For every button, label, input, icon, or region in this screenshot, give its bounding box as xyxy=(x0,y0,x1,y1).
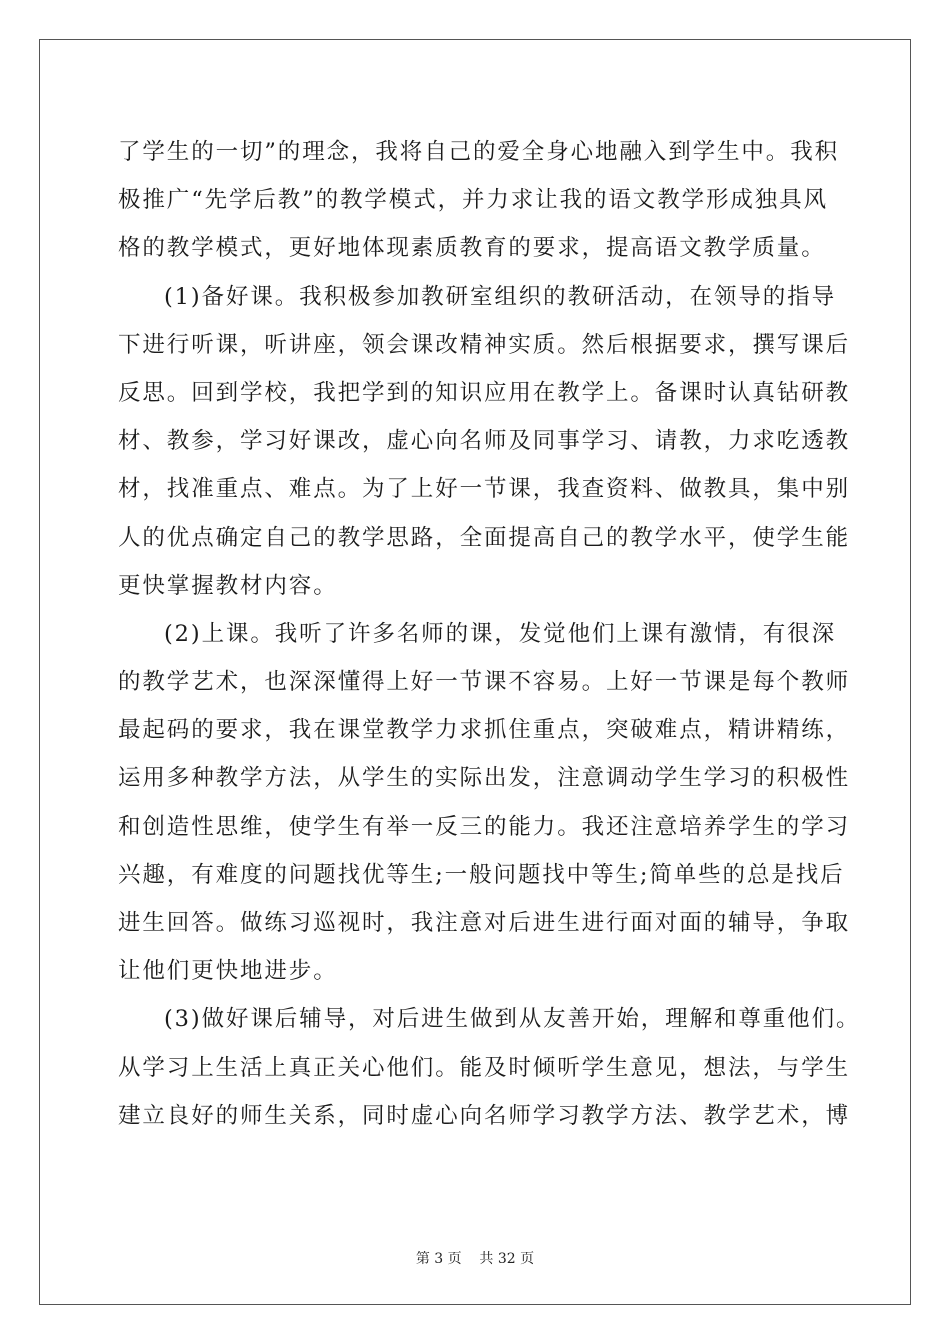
text-line: 兴趣，有难度的问题找优等生;一般问题找中等生;简单些的总是找后 xyxy=(118,861,845,888)
text-line: 更快掌握教材内容。 xyxy=(118,572,338,599)
page-number-footer: 第 3 页 共 32 页 xyxy=(415,1251,535,1267)
text-line: 极推广“先学后教”的教学模式，并力求让我的语文教学形成独具风 xyxy=(118,187,829,214)
document-body xyxy=(118,128,861,1140)
text-line: 和创造性思维，使学生有举一反三的能力。我还注意培养学生的学习 xyxy=(118,813,851,840)
text-line: 最起码的要求，我在课堂教学力求抓住重点，突破难点，精讲精练， xyxy=(118,717,851,744)
text-line: 材，找准重点、难点。为了上好一节课，我查资料、做教具，集中别 xyxy=(118,476,851,503)
text-line: 反思。回到学校，我把学到的知识应用在教学上。备课时认真钻研教 xyxy=(118,379,851,406)
text-line: 运用多种教学方法，从学生的实际出发，注意调动学生学习的积极性 xyxy=(118,765,851,792)
text-line: 材、教参，学习好课改，虚心向名师及同事学习、请教，力求吃透教 xyxy=(118,428,851,455)
text-line: (2)上课。我听了许多名师的课，发觉他们上课有激情，有很深 xyxy=(164,620,836,647)
text-line: 的教学艺术，也深深懂得上好一节课不容易。上好一节课是每个教师 xyxy=(118,669,851,696)
text-line: 人的优点确定自己的教学思路，全面提高自己的教学水平，使学生能 xyxy=(118,524,851,551)
text-line: (3)做好课后辅导，对后进生做到从友善开始，理解和尊重他们。 xyxy=(164,1006,861,1033)
text-line: 建立良好的师生关系，同时虚心向名师学习教学方法、教学艺术，博 xyxy=(118,1102,851,1129)
text-line: 了学生的一切”的理念，我将自己的爱全身心地融入到学生中。我积 xyxy=(118,139,840,165)
text-line: (1)备好课。我积极参加教研室组织的教研活动，在领导的指导 xyxy=(164,283,836,310)
text-line: 格的教学模式，更好地体现素质教育的要求，提高语文教学质量。 xyxy=(118,235,826,262)
text-line: 进生回答。做练习巡视时，我注意对后进生进行面对面的辅导，争取 xyxy=(118,910,851,936)
text-line: 让他们更快地进步。 xyxy=(118,958,338,985)
text-line: 从学习上生活上真正关心他们。能及时倾听学生意见，想法，与学生 xyxy=(118,1054,851,1081)
text-line: 下进行听课，听讲座，领会课改精神实质。然后根据要求，撰写课后 xyxy=(118,331,851,358)
